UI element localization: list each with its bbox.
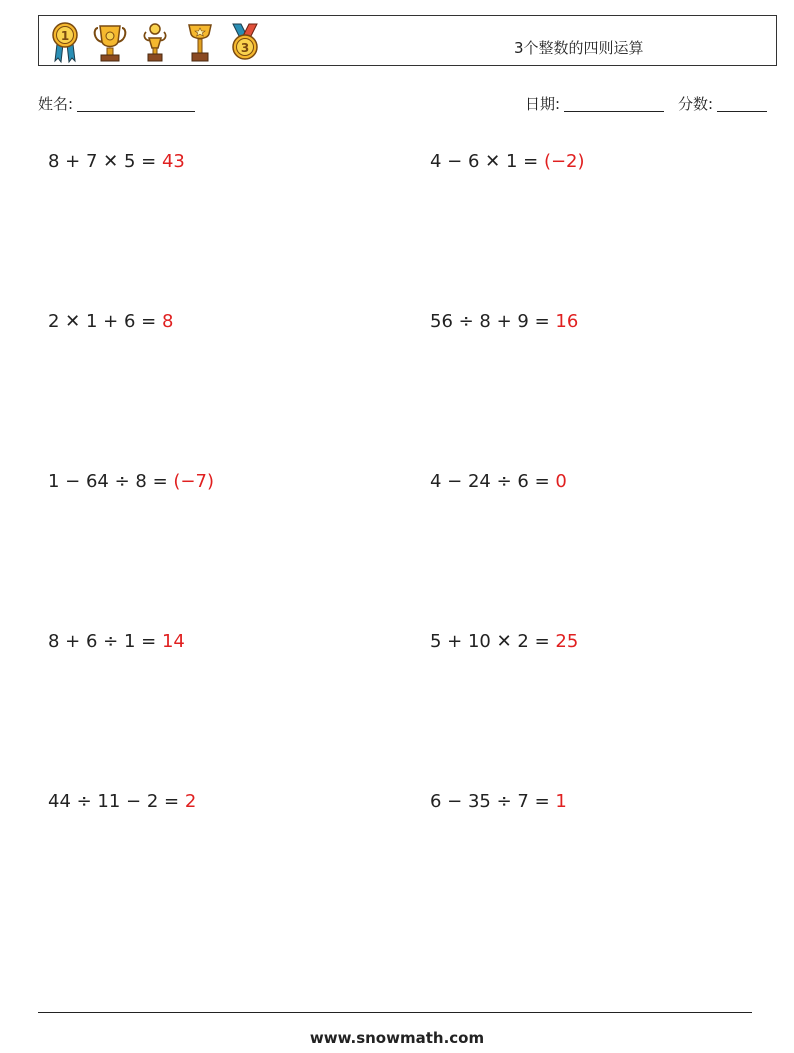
problem-answer: 16 bbox=[555, 311, 579, 332]
name-blank[interactable] bbox=[77, 96, 195, 112]
award-icons bbox=[47, 20, 272, 64]
footer-site: www.snowmath.com bbox=[309, 1029, 485, 1047]
problem-expression: 4 − 6 ✕ 1 = bbox=[430, 151, 544, 172]
score-blank[interactable] bbox=[717, 96, 767, 112]
problem-answer: 25 bbox=[555, 631, 579, 652]
name-field bbox=[38, 93, 195, 114]
trophy-star-icon bbox=[182, 20, 218, 64]
problem-6 bbox=[430, 471, 567, 492]
medal-third-icon bbox=[227, 20, 263, 64]
problem-5 bbox=[48, 471, 214, 492]
problem-answer: 2 bbox=[184, 791, 197, 812]
problem-3 bbox=[48, 311, 173, 332]
problem-expression: 4 − 24 ÷ 6 = bbox=[430, 471, 556, 492]
problem-expression: 8 + 7 ✕ 5 = bbox=[48, 151, 162, 172]
problem-answer: 0 bbox=[555, 471, 567, 492]
problem-expression: 2 ✕ 1 + 6 = bbox=[48, 311, 162, 332]
problem-10 bbox=[430, 791, 567, 812]
problem-answer: (−7) bbox=[173, 471, 214, 492]
problem-answer: 43 bbox=[161, 151, 185, 172]
problem-expression: 5 + 10 ✕ 2 = bbox=[430, 631, 556, 652]
problem-1 bbox=[48, 151, 185, 172]
problem-expression: 8 + 6 ÷ 1 = bbox=[48, 631, 162, 652]
problem-expression: 1 − 64 ÷ 8 = bbox=[48, 471, 174, 492]
date-field bbox=[525, 93, 664, 114]
problem-answer: 1 bbox=[555, 791, 567, 812]
problem-2 bbox=[430, 151, 585, 172]
problem-expression: 44 ÷ 11 − 2 = bbox=[48, 791, 185, 812]
problem-answer: 8 bbox=[161, 311, 174, 332]
date-blank[interactable] bbox=[564, 96, 664, 112]
problem-4 bbox=[430, 311, 578, 332]
problem-expression: 56 ÷ 8 + 9 = bbox=[430, 311, 556, 332]
trophy-figure-icon bbox=[137, 20, 173, 64]
problem-8 bbox=[430, 631, 578, 652]
problem-expression: 6 − 35 ÷ 7 = bbox=[430, 791, 556, 812]
svg-text:1: 1 bbox=[60, 29, 70, 43]
score-label: 分数: bbox=[678, 95, 714, 113]
trophy-cup-icon bbox=[92, 20, 128, 64]
date-label: 日期: bbox=[525, 95, 561, 113]
problem-answer: 14 bbox=[161, 631, 185, 652]
problem-9 bbox=[48, 791, 196, 812]
score-field bbox=[678, 93, 767, 114]
name-label: 姓名: bbox=[38, 95, 74, 113]
worksheet-title: 3个整数的四则运算 bbox=[514, 39, 644, 57]
worksheet-header bbox=[38, 15, 777, 66]
medal-first-icon bbox=[47, 20, 83, 64]
svg-text:3: 3 bbox=[240, 41, 250, 55]
footer-divider bbox=[38, 1012, 752, 1013]
problem-answer: (−2) bbox=[543, 151, 585, 172]
problem-7 bbox=[48, 631, 185, 652]
